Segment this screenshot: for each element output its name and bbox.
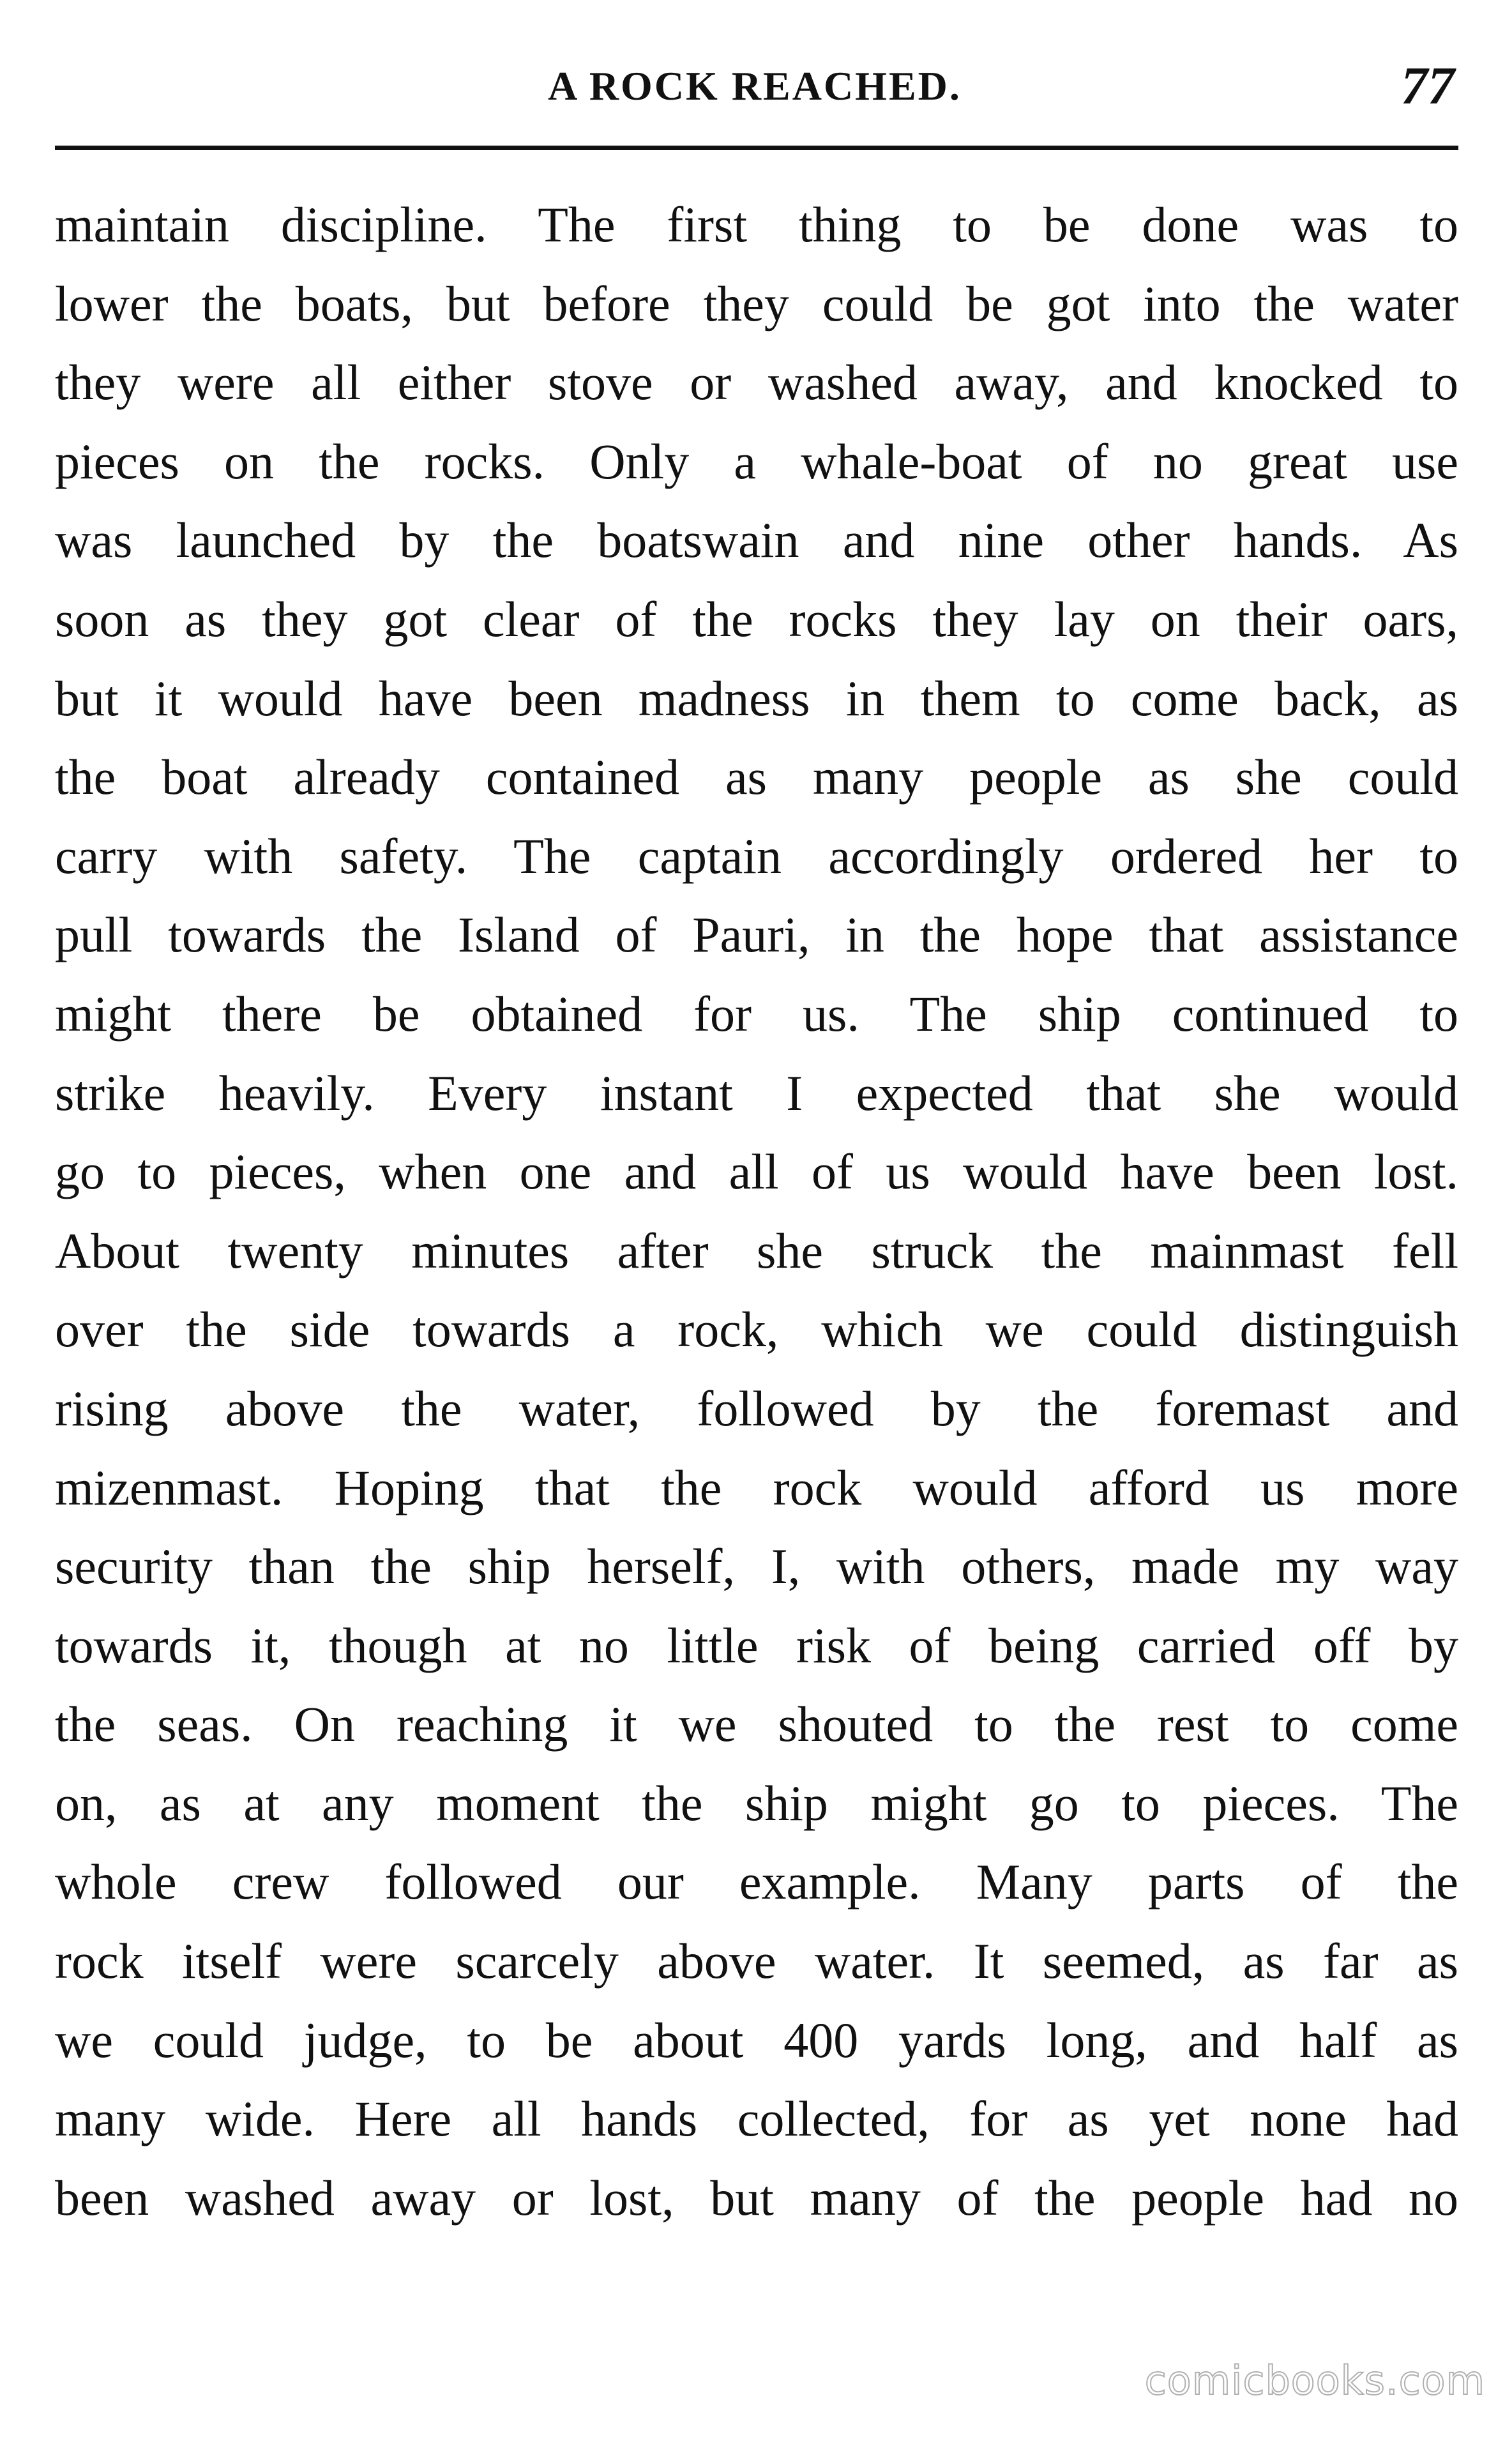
text-line: About twenty minutes after she struck the mainmast fell [55,1222,1458,1279]
text-line: mizenmast. Hoping that the rock would afford us more [55,1459,1458,1515]
text-line: on, as at any moment the ship might go to pieces. The [55,1775,1458,1831]
text-line: many wide. Here all hands collected, for as yet none had [55,2091,1458,2147]
body-text [55,185,1458,2237]
text-line: was launched by the boatswain and nine other hands. As [55,512,1458,568]
text-line: rising above the water, followed by the foremast and [55,1380,1458,1436]
text-line: soon as they got clear of the rocks they lay on their oars, [55,591,1458,647]
watermark: comicbooks.com [1144,2357,1485,2404]
text-line: rock itself were scarcely above water. It seemed, as far as [55,1933,1458,1989]
text-line: carry with safety. The captain accordingly ordered her to [55,828,1458,884]
text-line: the boat already contained as many people as she could [55,749,1458,805]
text-line: pull towards the Island of Pauri, in the hope that assistance [55,907,1458,963]
text-line: been washed away or lost, but many of the people had no [55,2169,1458,2226]
text-line: but it would have been madness in them to come back, as [55,670,1458,726]
text-line: lower the boats, but before they could be got into the water [55,275,1458,331]
text-line: towards it, though at no little risk of being carried off by [55,1617,1458,1673]
page-number: 77 [1401,56,1455,116]
text-line: pieces on the rocks. Only a whale-boat of no great use [55,433,1458,489]
text-line: maintain discipline. The first thing to be done was to [55,197,1458,252]
text-line: strike heavily. Every instant I expected that she would [55,1065,1458,1121]
text-line: they were all either stove or washed away, and knocked to [55,354,1458,411]
text-line: might there be obtained for us. The ship continued to [55,985,1458,1042]
header-rule [55,146,1458,150]
text-line: whole crew followed our example. Many parts of the [55,1854,1458,1910]
text-line: over the side towards a rock, which we could distinguish [55,1302,1458,1358]
text-line: security than the ship herself, I, with others, made my way [55,1538,1458,1595]
text-line: the seas. On reaching it we shouted to the rest to come [55,1696,1458,1752]
running-title: A ROCK REACHED. [548,63,962,109]
text-line: go to pieces, when one and all of us would have been lost. [55,1144,1458,1200]
running-head [55,54,1455,131]
text-line: we could judge, to be about 400 yards long, and half as [55,2012,1458,2068]
